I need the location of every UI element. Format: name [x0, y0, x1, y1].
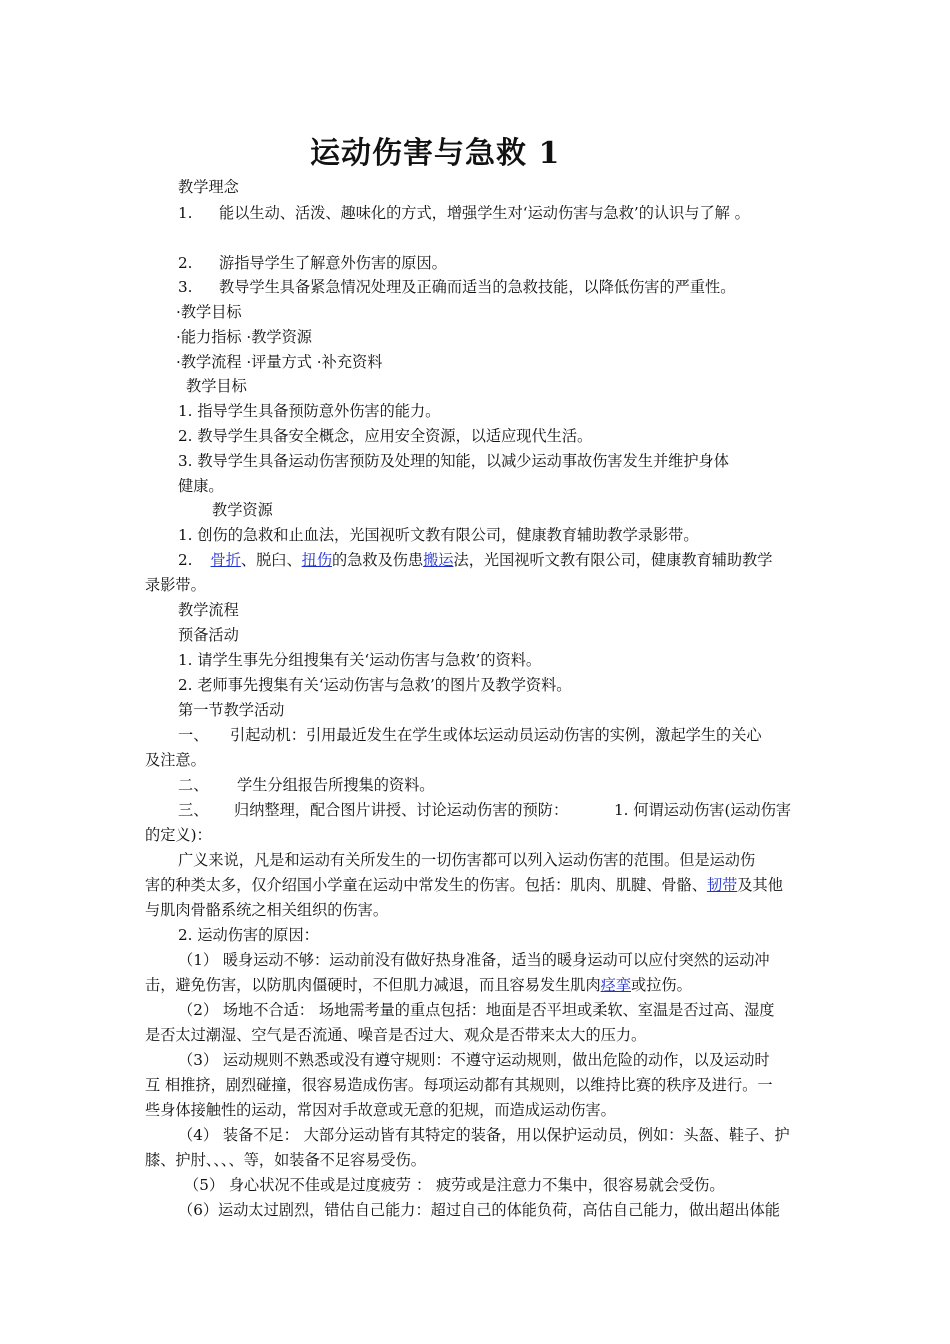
paragraph-line: 1. 创伤的急救和止血法，光国视听文教有限公司，健康教育辅助教学录影带。	[178, 526, 699, 544]
paragraph-line: 1. 何谓运动伤害(运动伤害	[614, 801, 792, 819]
heading-preparation: 预备活动	[178, 626, 239, 644]
paragraph-line: 录影带。	[145, 576, 206, 594]
paragraph-line	[145, 975, 692, 995]
paragraph-line: （2） 场地不合适： 场地需考量的重点包括：地面是否平坦或柔软、室温是否过高、湿度	[178, 1001, 775, 1019]
paragraph-line: 归纳整理，配合图片讲授、讨论运动伤害的预防：	[234, 801, 569, 819]
text-span: 害的种类太多，仅介绍国小学童在运动中常发生的伤害。包括：肌肉、肌腱、骨骼、	[145, 876, 707, 894]
paragraph-line: 健康。	[178, 477, 224, 495]
nav-line: ·能力指标 ·教学资源	[176, 328, 312, 346]
link-transport[interactable]: 搬运	[423, 551, 454, 569]
text-span: 击，避免伤害，以防肌肉僵硬时，不但肌力减退，而且容易发生肌肉	[145, 976, 601, 994]
paragraph-line: 教导学生具备紧急情况处理及正确而适当的急救技能，以降低伤害的严重性。	[219, 278, 736, 296]
paragraph-line: 学生分组报告所搜集的资料。	[237, 776, 435, 794]
heading-teaching-philosophy: 教学理念	[178, 178, 239, 196]
list-number: 2.	[178, 551, 193, 569]
list-number: 2.	[178, 254, 193, 272]
text-span: 法，光国视听文教有限公司，健康教育辅助教学	[453, 551, 773, 569]
link-fracture[interactable]: 骨折	[210, 551, 241, 569]
paragraph-line: 广义来说，凡是和运动有关所发生的一切伤害都可以列入运动伤害的范围。但是运动伤	[178, 851, 756, 869]
paragraph-line: 2. 老师事先搜集有关‘运动伤害与急救’的图片及教学资料。	[178, 676, 572, 694]
list-number: 3.	[178, 278, 193, 296]
list-number: 二、	[178, 776, 209, 794]
list-number: 一、	[178, 726, 209, 744]
paragraph-line: （5） 身心状况不佳或是过度疲劳 ： 疲劳或是注意力不集中，很容易就会受伤。	[184, 1176, 725, 1194]
nav-line: ·教学流程 ·评量方式 ·补充资料	[176, 353, 383, 371]
paragraph-line: （6）运动太过剧烈，错估自己能力：超过自己的体能负荷，高估自己能力，做出超出体能	[178, 1201, 780, 1219]
text-span: 及其他	[737, 876, 783, 894]
text-span: 、脱臼、	[240, 551, 302, 569]
list-number: 三、	[178, 801, 209, 819]
paragraph-line: 2. 运动伤害的原因：	[178, 926, 319, 944]
paragraph-line: 1. 指导学生具备预防意外伤害的能力。	[178, 402, 441, 420]
heading-first-session: 第一节教学活动	[178, 701, 285, 719]
paragraph-line: 膝、护肘、、、、等，如装备不足容易受伤。	[145, 1151, 426, 1169]
link-ligament[interactable]: 韧带	[706, 876, 738, 894]
paragraph-line: 是否太过潮湿、空气是否流通、噪音是否过大、观众是否带来太大的压力。	[145, 1026, 647, 1044]
paragraph-line: 3. 教导学生具备运动伤害预防及处理的知能，以减少运动事故伤害发生并维护身体	[178, 452, 729, 470]
heading-teaching-flow: 教学流程	[178, 601, 239, 619]
paragraph-line: 的定义)：	[145, 826, 212, 844]
paragraph-line: （4） 装备不足： 大部分运动皆有其特定的装备，用以保护运动员，例如：头盔、鞋子、护	[178, 1126, 790, 1144]
text-span: 的急救及伤患	[332, 551, 424, 569]
paragraph-line: 能以生动、活泼、趣味化的方式，增强学生对‘运动伤害与急救’的认识与了解 。	[219, 204, 750, 222]
paragraph-line: 互 相推挤，剧烈碰撞，很容易造成伤害。每项运动都有其规则，以维持比赛的秩序及进行。一	[145, 1076, 773, 1094]
paragraph-line: 2. 教导学生具备安全概念，应用安全资源，以适应现代生活。	[178, 427, 593, 445]
link-cramp[interactable]: 痉挛	[600, 976, 631, 994]
heading-teaching-resources: 教学资源	[212, 501, 273, 519]
paragraph-line: 1. 请学生事先分组搜集有关‘运动伤害与急救’的资料。	[178, 651, 542, 669]
text-span: 或拉伤。	[631, 976, 692, 994]
link-sprain[interactable]: 扭伤	[301, 551, 332, 569]
paragraph-line	[145, 875, 783, 895]
paragraph-line: 游指导学生了解意外伤害的原因。	[219, 254, 447, 272]
paragraph-line: （1） 暖身运动不够：运动前没有做好热身准备，适当的暖身运动可以应付突然的运动冲	[178, 951, 770, 969]
paragraph-line: 及注意。	[145, 751, 206, 769]
nav-line: ·教学目标	[176, 303, 242, 321]
paragraph-line: 引起动机：引用最近发生在学生或体坛运动员运动伤害的实例，激起学生的关心	[230, 726, 762, 744]
paragraph-line	[178, 550, 772, 570]
heading-teaching-goals: 教学目标	[186, 377, 247, 395]
list-number: 1.	[178, 204, 193, 222]
paragraph-line: 与肌肉骨骼系统之相关组织的伤害。	[145, 901, 388, 919]
paragraph-line: 些身体接触性的运动，常因对手故意或无意的犯规，而造成运动伤害。	[145, 1101, 616, 1119]
document-title: 运动伤害与急救 1	[310, 136, 561, 171]
paragraph-line: （3） 运动规则不熟悉或没有遵守规则：不遵守运动规则，做出危险的动作，以及运动时	[178, 1051, 770, 1069]
